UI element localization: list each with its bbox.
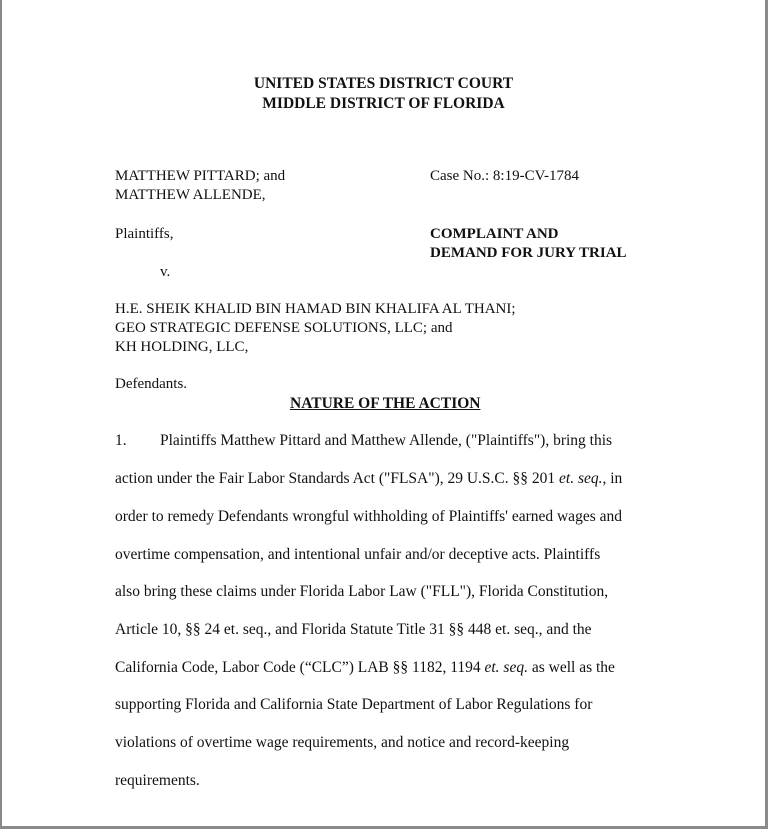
paragraph-line: overtime compensation, and intentional unfair and/or deceptive acts. Plaintiffs [115, 546, 601, 563]
paragraph-line: Plaintiffs Matthew Pittard and Matthew Allende, ("Plaintiffs"), bring this [160, 432, 613, 449]
plaintiff-2: MATTHEW ALLENDE, [115, 187, 266, 203]
case-number: Case No.: 8:19-CV-1784 [430, 168, 580, 184]
paragraph-line: also bring these claims under Florida Labor Law ("FLL"), Florida Constitution, [115, 583, 609, 600]
plaintiffs-label: Plaintiffs, [115, 226, 174, 242]
defendant-2: GEO STRATEGIC DEFENSE SOLUTIONS, LLC; and [115, 320, 453, 336]
court-caption [2, 74, 765, 113]
paragraph-number: 1. [115, 432, 127, 449]
paragraph-line: violations of overtime wage requirements, and notice and record-keeping [115, 734, 570, 751]
paragraph-line: Article 10, §§ 24 et. seq., and Florida Statute Title 31 §§ 448 et. seq., and the [115, 621, 592, 638]
paragraph-line: action under the Fair Labor Standards Act ("FLSA"), 29 U.S.C. §§ 201 et. seq., in [115, 470, 623, 487]
paragraph-line: requirements. [115, 772, 200, 789]
defendant-3: KH HOLDING, LLC, [115, 339, 249, 355]
paragraph-line: order to remedy Defendants wrongful withholding of Plaintiffs' earned wages and [115, 508, 622, 525]
document-page [2, 0, 765, 826]
document-title-line-1: COMPLAINT AND [430, 226, 559, 242]
versus: v. [160, 264, 171, 280]
document-title-line-2: DEMAND FOR JURY TRIAL [430, 245, 627, 261]
defendant-1: H.E. SHEIK KHALID BIN HAMAD BIN KHALIFA AL THANI; [115, 301, 516, 317]
paragraph-line: California Code, Labor Code (“CLC”) LAB §§ 1182, 1194 et. seq. as well as the [115, 659, 615, 676]
court-name: UNITED STATES DISTRICT COURT [253, 75, 514, 92]
court-district: MIDDLE DISTRICT OF FLORIDA [262, 94, 505, 112]
document-title [430, 225, 627, 263]
defendants-label: Defendants. [115, 376, 188, 392]
plaintiff-1: MATTHEW PITTARD; and [115, 168, 286, 184]
section-heading: NATURE OF THE ACTION [290, 395, 481, 412]
paragraph-line: supporting Florida and California State Department of Labor Regulations for [115, 696, 593, 713]
plaintiffs-block [115, 167, 285, 205]
defendants-block [115, 300, 516, 357]
